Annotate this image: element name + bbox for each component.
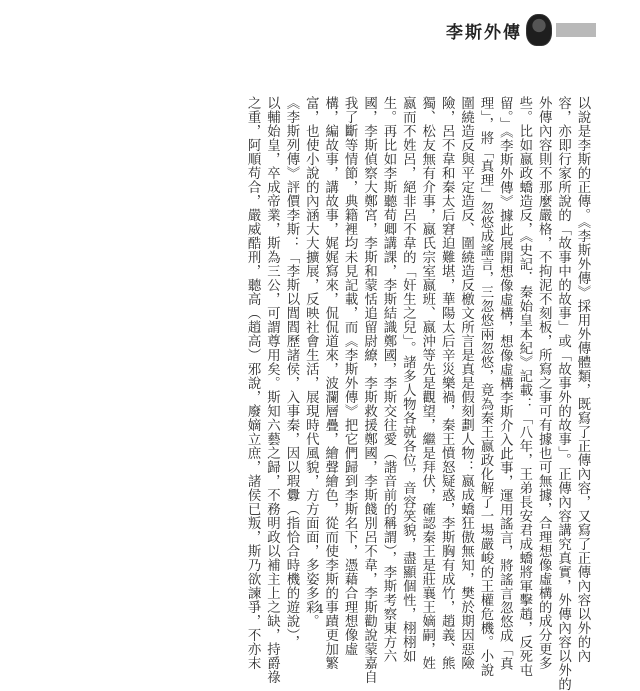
text-column: 富，也使小說的內涵大大擴展，反映社會生活，展現時代風貌，方方面面，多姿多彩。 <box>303 96 319 628</box>
text-column: 圍繞造反與平定造反、圍繞造反檄文所言是真是假刻劃人物：嬴成蟜狂傲無知，樊於期因惡險 <box>458 96 474 670</box>
header-title: 李斯外傳 <box>446 22 522 43</box>
header-decorative-bar <box>556 23 596 37</box>
text-column: 構，編故事，講故事，娓娓寫來，侃侃道來，波瀾層疊，繪聲繪色，從而使李斯的事蹟更加繁 <box>322 96 338 670</box>
text-column: 留。」《李斯外傳》據此展開想像虛構，想像虛構李斯介入此事，運用謠言，將謠言忽悠成「真 <box>497 96 513 671</box>
text-column: 險，呂不韋和秦太后窘迫難堪，華陽太后辛災樂禍，秦王憤怒疑惑，李斯胸有成竹，趙義、熊 <box>439 96 455 670</box>
text-column: 嬴而不姓呂，絕非呂不韋的「奸生之兒」。諸多人物各就各位，音容笑貌，盡顯個性，栩栩如 <box>400 96 416 664</box>
text-column: 以輔始皇，卒成帝業，斯為三公，可謂尊用矣。斯知六藝之歸，不務明政以補主上之缺，持爵祿 <box>264 96 280 684</box>
page-number: 4 <box>316 602 324 616</box>
text-column: 生。再比如李斯聽荀卿講課，李斯結識鄭國，李斯交往愛（諧音前的稱謂），李斯考察東方六 <box>380 96 396 664</box>
text-column: 《李斯列傳》評價李斯：「李斯以閭閻歷諸侯，入事秦，因以瑕釁（指恰合時機的遊說）， <box>283 96 299 650</box>
author-portrait-icon <box>526 14 552 46</box>
text-column: 我了斷等情節，典籍裡均未見記載，而《李斯外傳》把它們歸到李斯名下，憑藉合理想像虛 <box>342 96 358 656</box>
text-column: 些。比如嬴政蟜造反，《史記．秦始皇本紀》記載：「八年，王弟長安君成蟜將軍擊趙，反死屯 <box>516 96 532 678</box>
text-column: 理」，將「真理」忽悠成謠言，三忽悠兩忽悠，竟為秦王嬴政化解了一場嚴峻的王權危機。小說 <box>477 96 493 678</box>
text-column: 以說是李斯的正傳。《李斯外傳》採用外傳體類，既寫了正傳內容，又寫了正傳內容以外的內 <box>575 96 590 664</box>
text-column: 獨、松友無有介事，嬴氏宗室嬴班、嬴沖等先是觀望，繼是拜伏，確認秦王是莊襄王嫡嗣，姓 <box>419 96 435 670</box>
running-header <box>446 12 596 48</box>
body-text <box>68 96 592 691</box>
text-column: 外傳內容則不那麼嚴格，不拘泥不刻板，所寫之事可有據也可無據，合理想像虛構的成分更多 <box>536 96 552 670</box>
text-column: 國，李斯偵察大鄭宮，李斯和蒙恬追留尉繚，李斯救援鄭國，李斯餞別呂不韋，李斯勸說蒙嘉自 <box>361 96 377 684</box>
text-column: 容，亦即行家所說的「故事中的故事」或「故事外的故事」。正傳內容講究真實，外傳內容以外的 <box>555 96 571 691</box>
text-column: 之重，阿順苟合，嚴威酷刑，聽高（趙高）邪說，廢嫡立庶，諸侯已叛，斯乃欲諫爭，不亦末 <box>245 96 261 670</box>
